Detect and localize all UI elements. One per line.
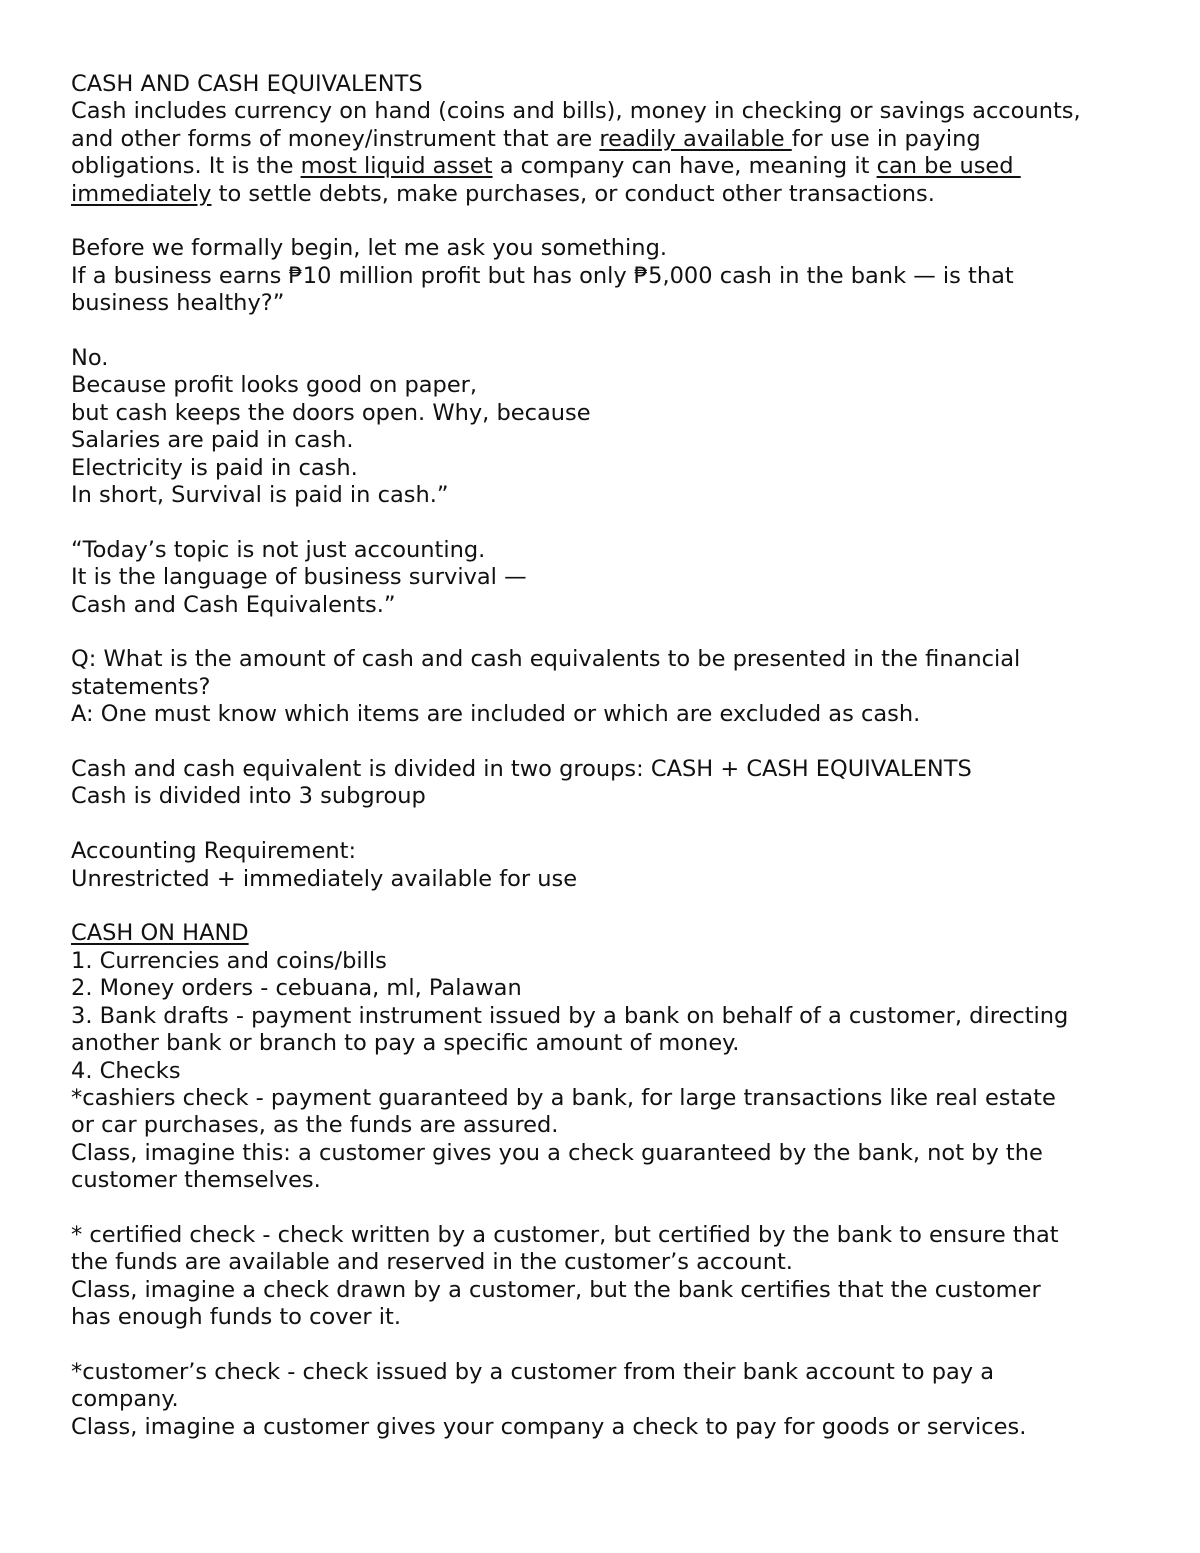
spacer <box>71 1332 1141 1359</box>
answer-line: No. <box>71 345 109 372</box>
list-item-1: 1. Currencies and coins/bills <box>71 947 387 974</box>
spacer <box>71 318 1141 345</box>
answer-line: Because profit looks good on paper, <box>71 372 478 399</box>
topic-line: Cash and Cash Equivalents.” <box>71 591 396 618</box>
cashiers-check-line-1: *cashiers check - payment guaranteed by a bank, for large transactions like real estate <box>71 1084 1056 1111</box>
answer-line: Electricity is paid in cash. <box>71 454 358 481</box>
qa-question-line-1: Q: What is the amount of cash and cash equivalents to be presented in the financial <box>71 646 1021 673</box>
spacer <box>71 893 1141 920</box>
intro-text: and other forms of money/instrument that are <box>71 125 600 152</box>
intro-line-3 <box>71 153 1141 180</box>
spacer <box>71 729 1141 756</box>
customers-check-line-1: *customer’s check - check issued by a customer from their bank account to pay a <box>71 1358 995 1385</box>
spacer <box>71 619 1141 646</box>
question-line-3: business healthy?” <box>71 290 285 317</box>
intro-text: to settle debts, make purchases, or conduct other transactions. <box>211 180 935 207</box>
list-item-3-line-1: 3. Bank drafts - payment instrument issued by a bank on behalf of a customer, directing <box>71 1002 1069 1029</box>
certified-check-line-3: Class, imagine a check drawn by a customer, but the bank certifies that the customer <box>71 1276 1041 1303</box>
answer-line: Salaries are paid in cash. <box>71 427 354 454</box>
question-line-1: Before we formally begin, let me ask you something. <box>71 235 667 262</box>
groups-line-2: Cash is divided into 3 subgroup <box>71 783 426 810</box>
underlined-phrase-most-liquid-asset: most liquid asset <box>300 153 493 180</box>
requirement-heading: Accounting Requirement: <box>71 838 357 865</box>
groups-line-1: Cash and cash equivalent is divided in two groups: CASH + CASH EQUIVALENTS <box>71 756 972 783</box>
spacer <box>71 509 1141 536</box>
topic-line: “Today’s topic is not just accounting. <box>71 536 486 563</box>
certified-check-line-2: the funds are available and reserved in the customer’s account. <box>71 1249 793 1276</box>
document-body <box>71 71 1141 1441</box>
certified-check-line-4: has enough funds to cover it. <box>71 1304 402 1331</box>
intro-line-4 <box>71 181 1141 208</box>
qa-answer: A: One must know which items are included or which are excluded as cash. <box>71 701 921 728</box>
intro-line-1: Cash includes currency on hand (coins and bills), money in checking or savings accounts, <box>71 98 1081 125</box>
answer-line: In short, Survival is paid in cash.” <box>71 482 449 509</box>
list-item-3-line-2: another bank or branch to pay a specific amount of money. <box>71 1030 740 1057</box>
intro-line-2 <box>71 126 1141 153</box>
customers-check-line-3: Class, imagine a customer gives your company a check to pay for goods or services. <box>71 1413 1027 1440</box>
underlined-phrase-can-be-used: can be used <box>876 153 1021 180</box>
answer-line: but cash keeps the doors open. Why, because <box>71 399 591 426</box>
list-item-4: 4. Checks <box>71 1057 181 1084</box>
intro-text: obligations. It is the <box>71 153 301 180</box>
customers-check-line-2: company. <box>71 1386 179 1413</box>
document-title: CASH AND CASH EQUIVALENTS <box>71 71 423 97</box>
requirement-text: Unrestricted + immediately available for use <box>71 865 578 892</box>
qa-question-line-2: statements? <box>71 673 211 700</box>
certified-check-line-1: * certified check - check written by a customer, but certified by the bank to ensure that <box>71 1221 1059 1248</box>
list-item-2: 2. Money orders - cebuana, ml, Palawan <box>71 975 522 1002</box>
intro-text: for use in paying <box>791 125 981 152</box>
underlined-phrase-immediately: immediately <box>71 180 212 207</box>
spacer <box>71 1195 1141 1222</box>
question-line-2: If a business earns ₱10 million profit but has only ₱5,000 cash in the bank — is that <box>71 262 1014 289</box>
cashiers-check-line-3: Class, imagine this: a customer gives you a check guaranteed by the bank, not by the <box>71 1139 1043 1166</box>
spacer <box>71 208 1141 235</box>
intro-text: a company can have, meaning it <box>492 153 877 180</box>
topic-line: It is the language of business survival — <box>71 564 527 591</box>
spacer <box>71 811 1141 838</box>
cashiers-check-line-2: or car purchases, as the funds are assured. <box>71 1112 559 1139</box>
underlined-phrase-readily-available: readily available <box>599 125 792 152</box>
cash-on-hand-heading: CASH ON HAND <box>71 920 249 947</box>
cashiers-check-line-4: customer themselves. <box>71 1167 321 1194</box>
